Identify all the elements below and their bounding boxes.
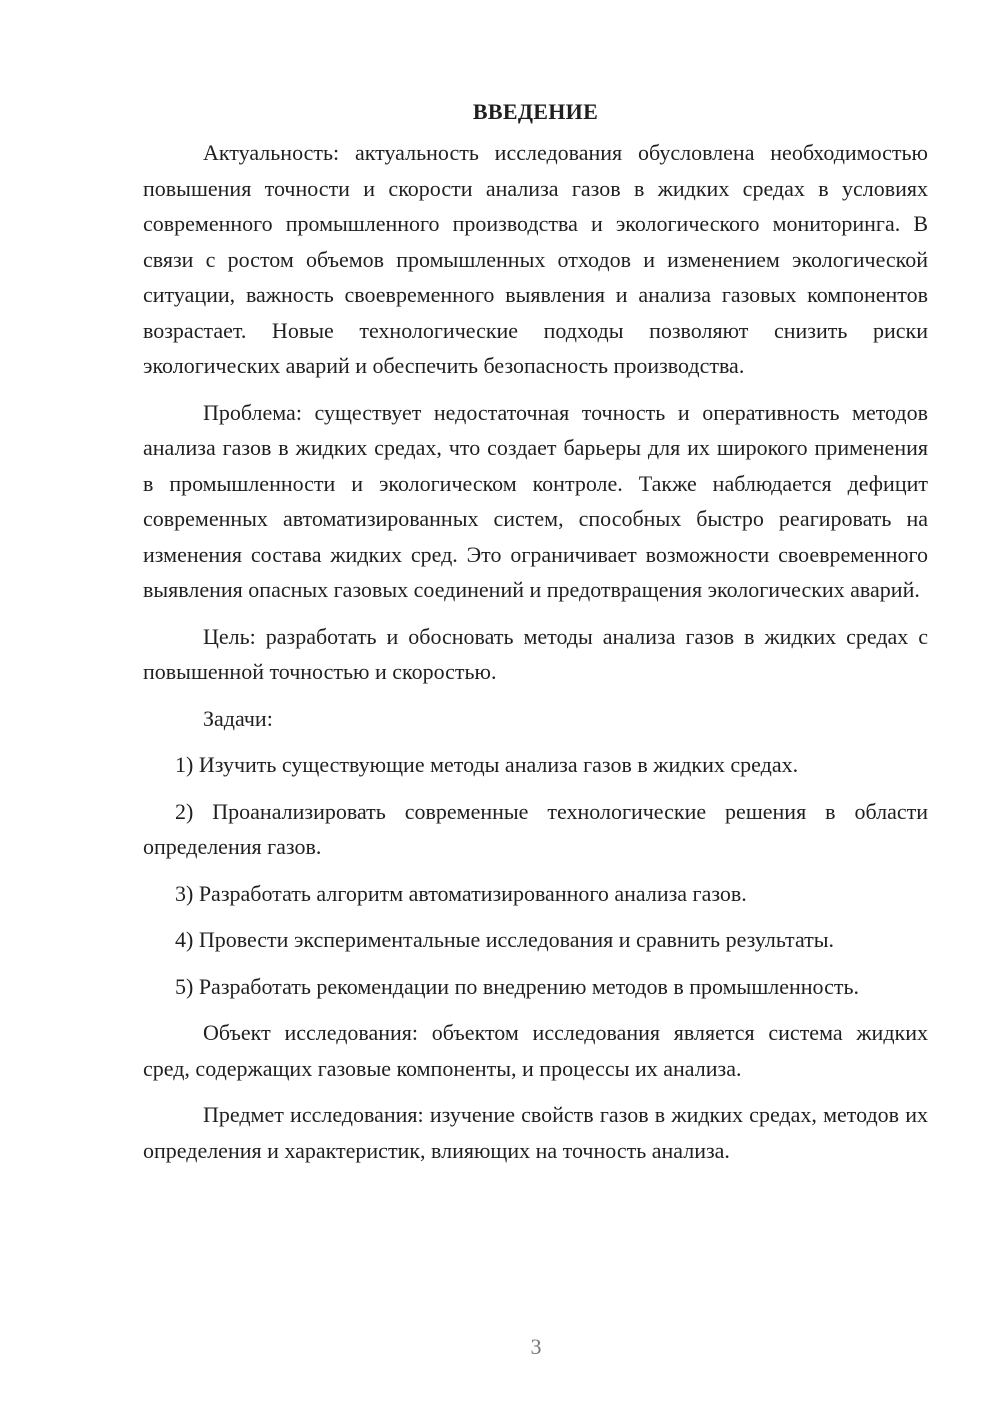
paragraph-goal: Цель: разработать и обосновать методы анализа газов в жидких средах с повышенной точностью и скоростью. (143, 623, 928, 684)
paragraph-problem: Проблема: существует недостаточная точность и оперативность методов анализа газов в жидких средах, что создает барьеры для их широкого применения в промышленности и экологическом контроле. Также наблюдается дефицит современных автоматизированных систем, способных быстро реагировать на изменения состава жидких сред. Это ограничивает возможности своевременного выявления опасных газовых соединений и предотвращения экологических аварий. (143, 399, 928, 602)
paragraph-object: Объект исследования: объектом исследования является система жидких сред, содержащих газовые компоненты, и процессы их анализа. (143, 1020, 928, 1081)
task-item-2: 2) Проанализировать современные технологические решения в области определения газов. (143, 798, 928, 859)
task-item-5: 5) Разработать рекомендации по внедрению методов в промышленность. (175, 973, 860, 999)
task-item-1: 1) Изучить существующие методы анализа газов в жидких средах. (175, 752, 799, 777)
paragraph-relevance: Актуальность: актуальность исследования обусловлена необходимостью повышения точности и скорости анализа газов в жидких средах в условиях современного промышленного производства и экологического мониторинга. В связи с ростом объемов промышленных отходов и изменением экологической ситуации, важность своевременного выявления и анализа газовых компонентов возрастает. Новые технологические подходы позволяют снизить риски экологических аварий и обеспечить безопасность производства. (143, 140, 928, 378)
task-item-3: 3) Разработать алгоритм автоматизированного анализа газов. (175, 880, 747, 906)
page-number: 3 (530, 1334, 542, 1359)
task-item-4: 4) Провести экспериментальные исследования и сравнить результаты. (175, 927, 835, 952)
paragraph-subject: Предмет исследования: изучение свойств газов в жидких средах, методов их определения и характеристик, влияющих на точность анализа. (143, 1102, 928, 1163)
page-content (143, 94, 928, 1179)
section-title: ВВЕДЕНИЕ (472, 99, 599, 124)
paragraph-tasks-heading: Задачи: (203, 705, 273, 731)
